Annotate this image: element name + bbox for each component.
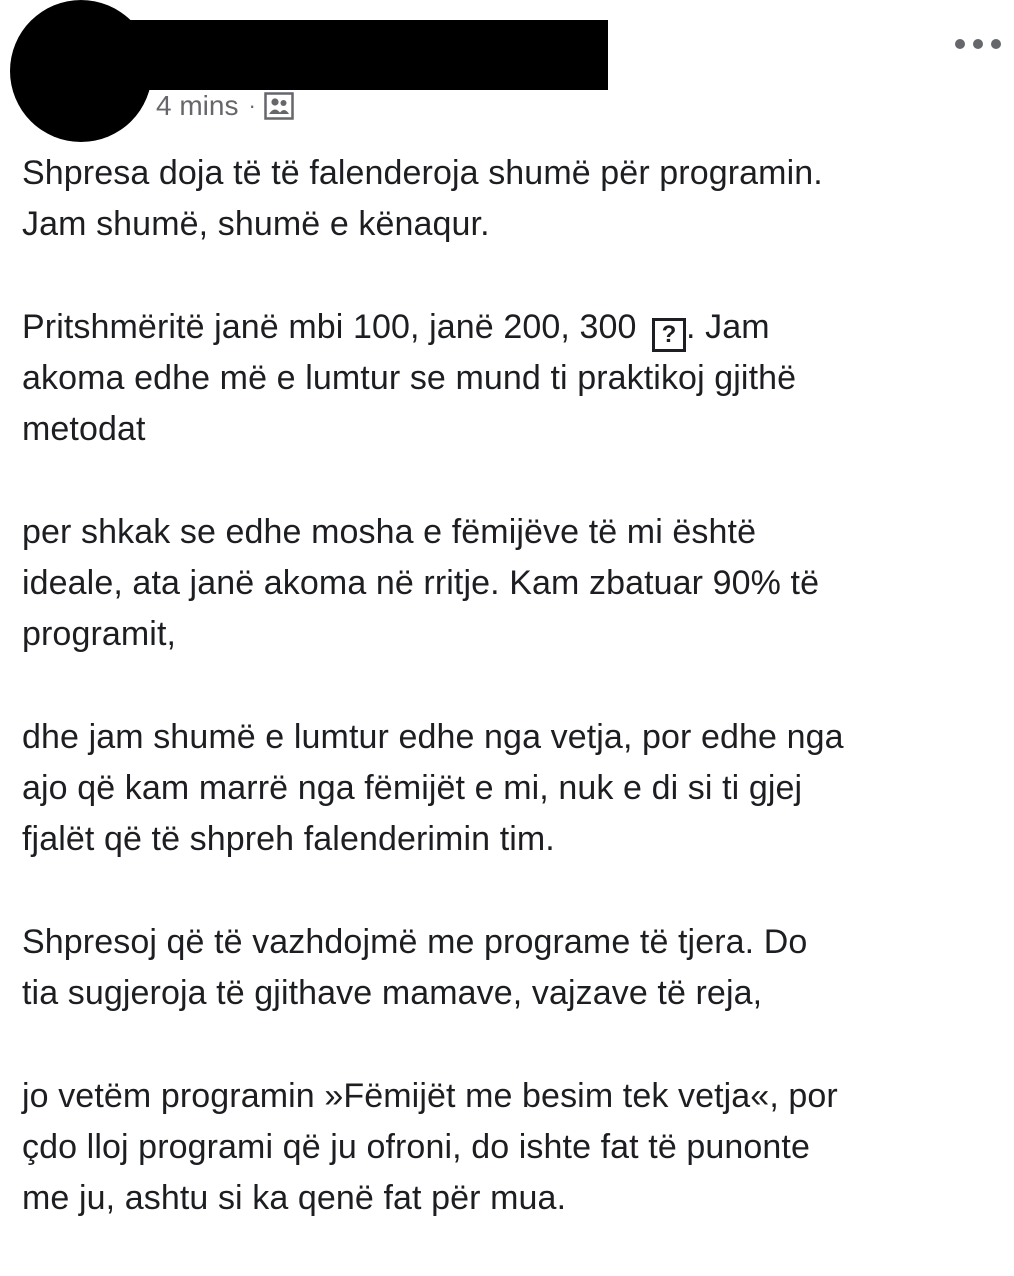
text-line: programit, xyxy=(22,615,177,653)
text-line: dhe jam shumë e lumtur edhe nga vetja, por edhe nga xyxy=(22,718,844,756)
post-paragraph-1 xyxy=(22,148,1002,250)
text-line: metodat xyxy=(22,410,146,448)
more-options-button[interactable] xyxy=(950,26,1006,62)
text-line: me ju, ashtu si ka qenë fat për mua. xyxy=(22,1179,567,1217)
unknown-emoji-glyph: ? xyxy=(652,318,686,352)
text-line: Jam shumë, shumë e kënaqur. xyxy=(22,205,490,243)
text-line: fjalët që të shpreh falenderimin tim. xyxy=(22,820,555,858)
text-line: jo vetëm programin »Fëmijët me besim tek vetja«, por xyxy=(22,1077,838,1115)
text-line: ajo që kam marrë nga fëmijët e mi, nuk e di si ti gjej xyxy=(22,769,803,807)
friends-icon[interactable] xyxy=(264,92,294,120)
post-paragraph-2 xyxy=(22,302,1002,455)
text-line: ideale, ata janë akoma në rritje. Kam zbatuar 90% të xyxy=(22,564,820,602)
author-name-redacted xyxy=(110,20,608,90)
post-paragraph-5 xyxy=(22,917,1002,1019)
post-paragraph-6 xyxy=(22,1071,1002,1224)
text-line xyxy=(22,302,1002,353)
post-paragraph-3 xyxy=(22,507,1002,660)
text-line: tia sugjeroja të gjithave mamave, vajzave të reja, xyxy=(22,974,763,1012)
meta-separator: · xyxy=(248,93,256,118)
text-line: akoma edhe më e lumtur se mund ti praktikoj gjithë xyxy=(22,359,797,397)
text-line: çdo lloj programi që ju ofroni, do ishte fat të punonte xyxy=(22,1128,810,1166)
post-body xyxy=(22,148,1002,1276)
post-timestamp[interactable]: 4 mins xyxy=(156,90,239,121)
text-line: Shpresa doja të të falenderoja shumë për programin. xyxy=(22,154,823,192)
text-segment: Pritshmëritë janë mbi 100, janë 200, 300 xyxy=(22,308,647,346)
post-header xyxy=(0,0,1014,150)
post-paragraph-4 xyxy=(22,712,1002,865)
text-line: per shkak se edhe mosha e fëmijëve të mi është xyxy=(22,513,757,551)
text-line: Shpresoj që të vazhdojmë me programe të tjera. Do xyxy=(22,923,808,961)
post-meta xyxy=(156,88,294,124)
more-horizontal-icon xyxy=(952,38,1004,50)
text-segment: . Jam xyxy=(686,308,770,346)
